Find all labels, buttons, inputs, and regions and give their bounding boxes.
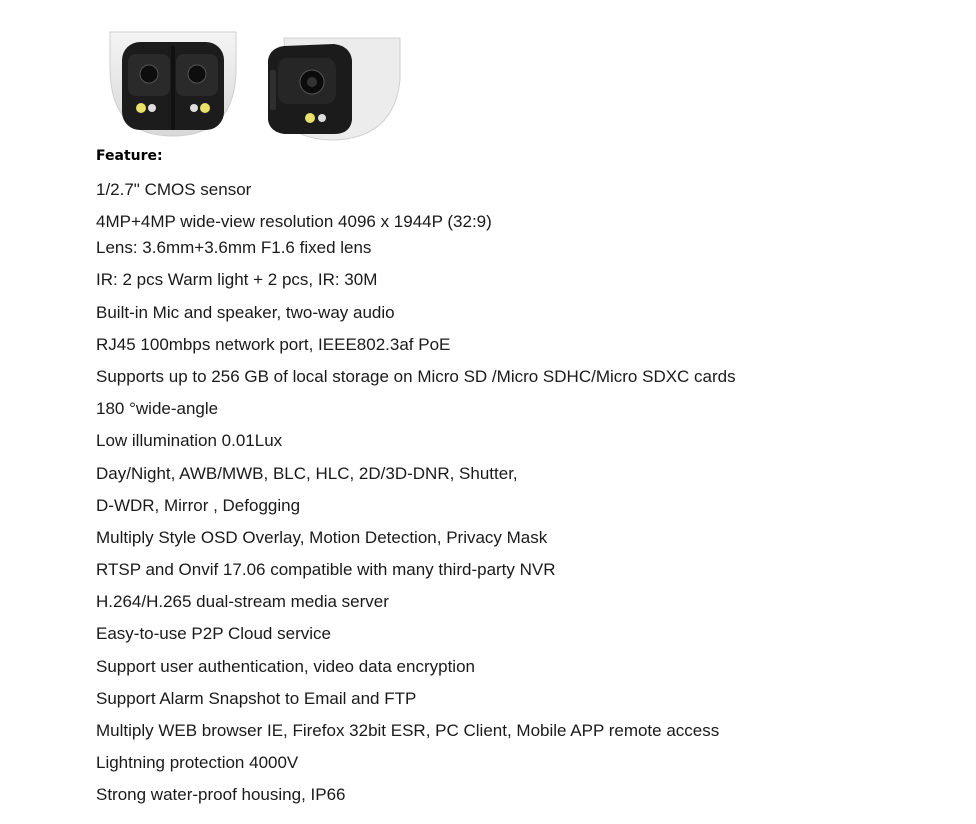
feature-item: Day/Night, AWB/MWB, BLC, HLC, 2D/3D-DNR, Shutter, xyxy=(96,463,518,483)
camera-dual-side-image xyxy=(264,30,404,144)
feature-item: Lightning protection 4000V xyxy=(96,753,299,773)
feature-item: 180 °wide-angle xyxy=(96,399,219,419)
feature-item: 4MP+4MP wide-view resolution 4096 x 1944P (32:9) xyxy=(96,212,492,232)
feature-item: Built-in Mic and speaker, two-way audio xyxy=(96,302,395,322)
feature-item: Supports up to 256 GB of local storage on Micro SD /Micro SDHC/Micro SDXC cards xyxy=(96,366,736,386)
feature-item: Lens: 3.6mm+3.6mm F1.6 fixed lens xyxy=(96,238,372,258)
feature-item: Low illumination 0.01Lux xyxy=(96,431,283,451)
camera-dual-front-image xyxy=(108,28,238,138)
feature-item: IR: 2 pcs Warm light + 2 pcs, IR: 30M xyxy=(96,270,378,290)
feature-item: D-WDR, Mirror , Defogging xyxy=(96,495,301,515)
feature-list xyxy=(96,178,956,816)
feature-item: Support Alarm Snapshot to Email and FTP xyxy=(96,688,417,708)
feature-item: RTSP and Onvif 17.06 compatible with many third-party NVR xyxy=(96,560,556,580)
feature-heading: Feature: xyxy=(96,148,163,164)
feature-item: Support user authentication, video data encryption xyxy=(96,656,475,676)
feature-item: 1/2.7" CMOS sensor xyxy=(96,180,252,199)
feature-item: H.264/H.265 dual-stream media server xyxy=(96,592,389,612)
product-images xyxy=(96,16,406,142)
feature-item: Easy-to-use P2P Cloud service xyxy=(96,624,331,644)
feature-item: RJ45 100mbps network port, IEEE802.3af PoE xyxy=(96,334,451,354)
feature-item: Multiply WEB browser IE, Firefox 32bit ESR, PC Client, Mobile APP remote access xyxy=(96,721,720,740)
feature-item: Strong water-proof housing, IP66 xyxy=(96,785,346,805)
feature-item: Multiply Style OSD Overlay, Motion Detection, Privacy Mask xyxy=(96,527,548,547)
